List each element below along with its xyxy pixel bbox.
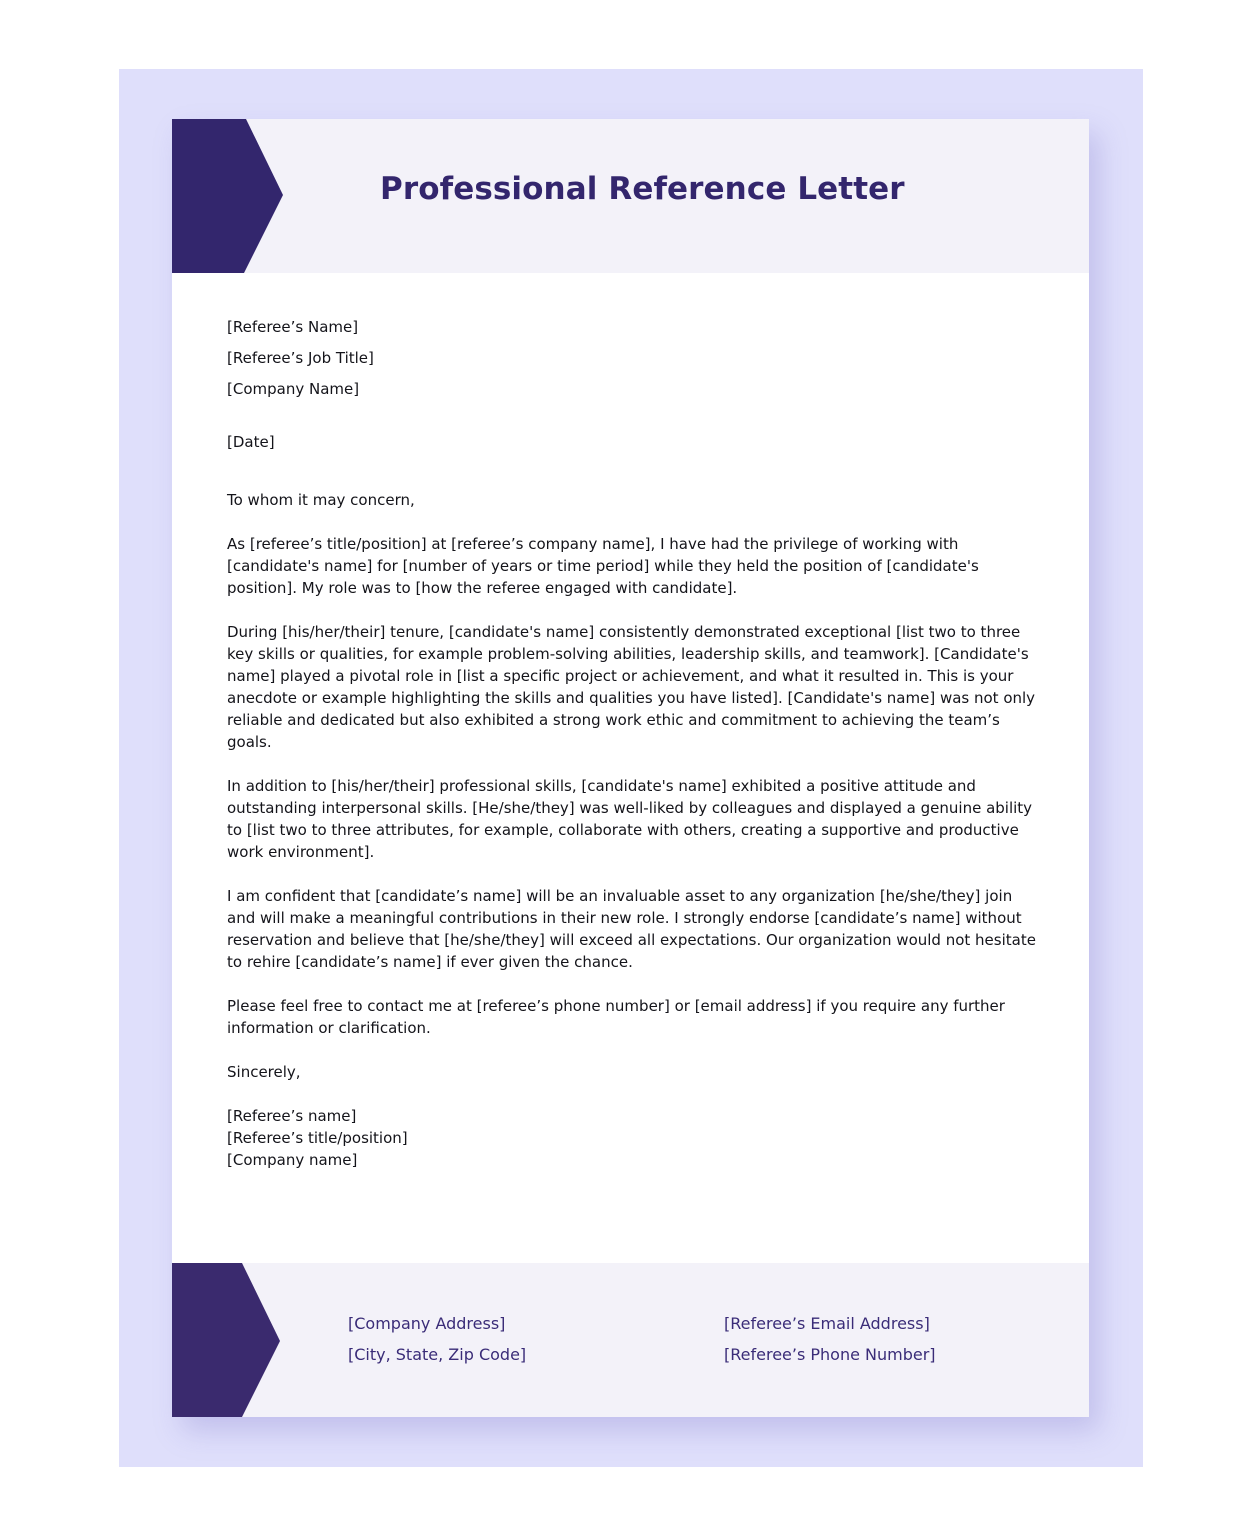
header-band (172, 119, 1089, 273)
signature-block (227, 1105, 1039, 1171)
footer-phone: [Referee’s Phone Number] (724, 1345, 936, 1364)
paragraph-3: In addition to [his/her/their] professional skills, [candidate's name] exhibited a positive attitude and outstanding interpersonal skills. [He/she/they] was well-liked by colleagues and displayed a genuine ability to [list two to three attributes, for example, collaborate with others, creating a supportive and productive work environment]. (227, 777, 1033, 861)
paragraph-4: I am confident that [candidate’s name] will be an invaluable asset to any organization [he/she/they] join and will make a meaningful contributions in their new role. I strongly endorse [candidate’s name] without reservation and believe that [he/she/they] will exceed all expectations. Our organization would not hesitate to rehire [candidate’s name] if ever given the chance. (227, 887, 1036, 971)
footer-band (172, 1263, 1089, 1417)
paragraph-1: As [referee’s title/position] at [referee’s company name], I have had the privilege of working with [candidate's name] for [number of years or time period] while they held the position of [candidate's position]. My role was to [how the referee engaged with candidate]. (227, 535, 979, 597)
letter-date: [Date] (227, 433, 275, 451)
salutation: To whom it may concern, (227, 491, 415, 509)
closing: Sincerely, (227, 1063, 301, 1081)
paragraph-2: During [his/her/their] tenure, [candidate's name] consistently demonstrated exceptional [list two to three key skills or qualities, for example problem-solving abilities, leadership skills, and teamwork]. [Candidate's name] played a pivotal role in [list a specific project or achievement, and what it resulted in. This is your anecdote or example highlighting the skills and qualities you have listed]. [Candidate's name] was not only reliable and dedicated but also exhibited a strong work ethic and commitment to achieving the team’s goals. (227, 623, 1036, 751)
signature-title: [Referee’s title/position] (227, 1129, 408, 1147)
signature-name: [Referee’s name] (227, 1107, 357, 1125)
footer-address-block (348, 1308, 526, 1370)
sender-block (227, 312, 1039, 405)
letter-page (172, 119, 1089, 1417)
footer-company-address: [Company Address] (348, 1314, 506, 1333)
footer-contact-block (724, 1308, 936, 1370)
sender-name: [Referee’s Name] (227, 318, 359, 336)
letter-body (227, 312, 1039, 1171)
footer-city-state-zip: [City, State, Zip Code] (348, 1345, 527, 1364)
footer-chevron-icon (172, 1263, 284, 1417)
signature-company: [Company name] (227, 1151, 358, 1169)
paragraph-5: Please feel free to contact me at [referee’s phone number] or [email address] if you require any further information or clarification. (227, 997, 1005, 1037)
page-title: Professional Reference Letter (380, 171, 905, 207)
sender-job-title: [Referee’s Job Title] (227, 349, 374, 367)
sender-company: [Company Name] (227, 380, 360, 398)
header-chevron-icon (172, 119, 284, 273)
footer-email: [Referee’s Email Address] (724, 1314, 930, 1333)
